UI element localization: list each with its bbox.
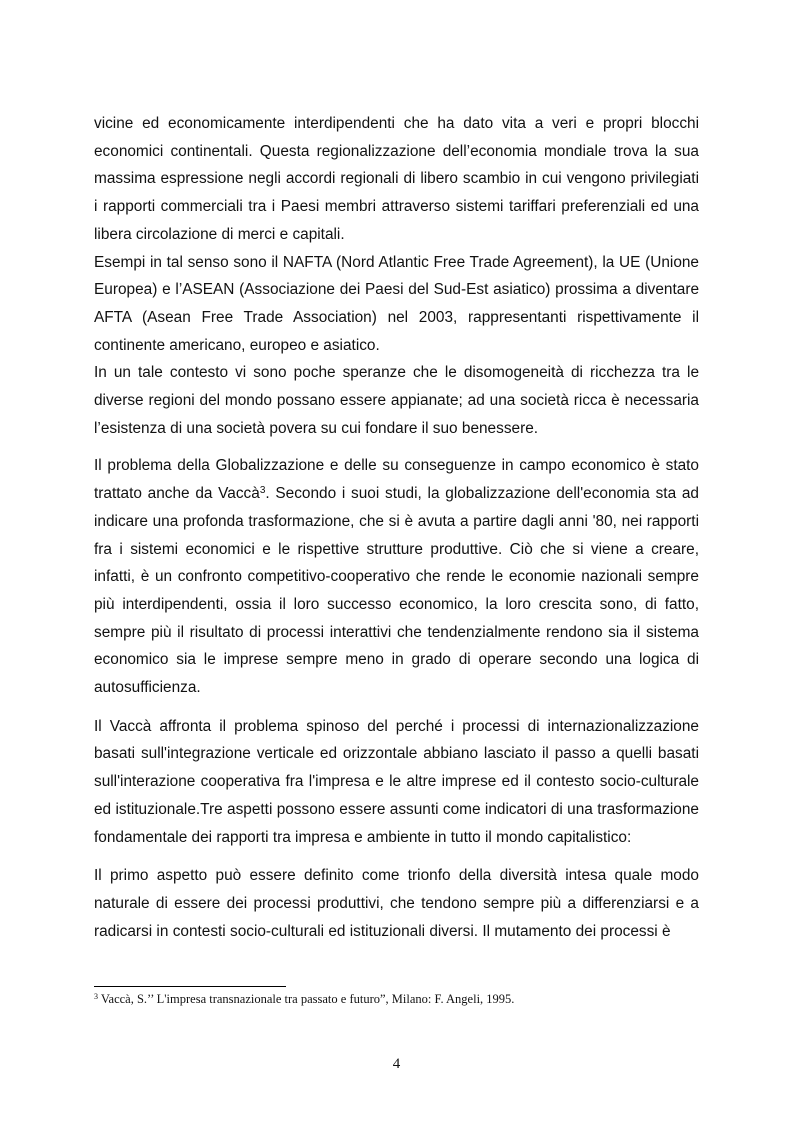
- paragraph-wealth-disparity: In un tale contesto vi sono poche speranze che le disomogeneità di ricchezza tra le diverse regioni del mondo possano essere appianate; ad una società ricca è necessaria l’esistenza di una società povera su cui fondare il suo benessere.: [94, 364, 699, 437]
- footnote-text: Vaccà, S.’’ L'impresa transnazionale tra passato e futuro”, Milano: F. Angeli, 1995.: [98, 992, 515, 1006]
- footnote-reference[interactable]: 3: [259, 485, 266, 497]
- paragraph-globalization-text-a: Il problema della Globalizzazione e delle su conseguenze in campo economico è stato trattato anche da Vaccà: [94, 457, 699, 503]
- paragraph-continuation: vicine ed economicamente interdipendenti che ha dato vita a veri e propri blocchi economici continentali. Questa regionalizzazione dell’economia mondiale trova la sua massima espressione negli accordi regionali di libero scambio in cui vengono privilegiati i rapporti commerciali tra i Paesi membri attraverso sistemi tariffari preferenziali ed una libera circolazione di merci e capitali.: [94, 115, 699, 243]
- page-number: 4: [392, 1056, 401, 1072]
- body-text: [94, 110, 699, 945]
- paragraph-nafta-examples: Esempi in tal senso sono il NAFTA (Nord Atlantic Free Trade Agreement), la UE (Unione Europea) e l’ASEAN (Associazione dei Paesi del Sud-Est asiatico) prossima a diventare AFTA (Asean Free Trade Association) nel 2003, rappresentanti rispettivamente il continente americano, europeo e asiatico.: [94, 253, 699, 354]
- paragraph-globalization: [94, 452, 699, 701]
- footnote-separator: [94, 986, 286, 987]
- paragraph-globalization-text-b: . Secondo i suoi studi, la globalizzazione dell'economia sta ad indicare una profonda trasformazione, che si è avuta a partire dagli anni '80, nei rapporti fra i sistemi economici e le rispettive strutture produttive. Ciò che si viene a creare, infatti, è un confronto competitivo-cooperativo che rende le economie nazionali sempre più interdipendenti, ossia il loro successo economico, la loro crescita sono, di fatto, sempre più il risultato di processi interattivi che tendenzialmente rendono sia il sistema economico sia le imprese sempre meno in grado di operare secondo una logica di autosufficienza.: [94, 485, 699, 697]
- paragraph-vacca-internationalization: Il Vaccà affronta il problema spinoso del perché i processi di internazionalizzazione basati sull'integrazione verticale ed orizzontale abbiano lasciato il passo a quelli basati sull'interazione cooperativa fra l'impresa e le altre imprese ed il contesto socio-culturale ed istituzionale.Tre aspetti possono essere assunti come indicatori di una trasformazione fondamentale dei rapporti tra impresa e ambiente in tutto il mondo capitalistico:: [94, 717, 699, 846]
- footnote-number: 3: [94, 992, 98, 1001]
- footnote: [94, 991, 699, 1007]
- paragraph-first-aspect: Il primo aspetto può essere definito come trionfo della diversità intesa quale modo naturale di essere dei processi produttivi, che tendono sempre più a differenziarsi e a radicarsi in contesti socio-culturali ed istituzionali diversi. Il mutamento dei processi è: [94, 867, 699, 940]
